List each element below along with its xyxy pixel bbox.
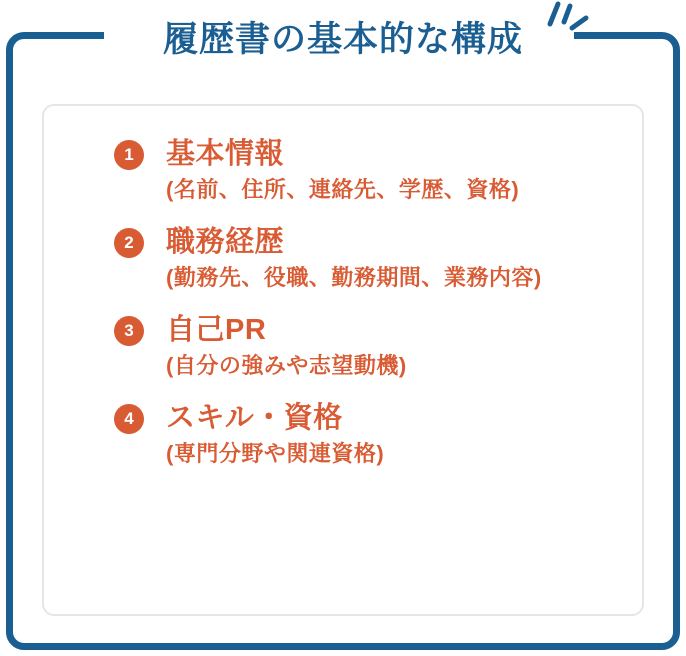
- list-item-number: 1: [114, 140, 144, 170]
- list-item: [114, 136, 624, 208]
- list-item-subtitle: (名前、住所、連絡先、学歴、資格): [166, 177, 520, 202]
- sparkle-icon: [536, 0, 590, 40]
- list-item-title: 職務経歴: [166, 226, 285, 258]
- list-item-title: 基本情報: [166, 138, 285, 170]
- list-item-subtitle: (自分の強みや志望動機): [166, 353, 407, 378]
- list-item-title: スキル・資格: [166, 402, 343, 434]
- list-item-number: 3: [114, 316, 144, 346]
- structure-list: [114, 136, 624, 472]
- page-title: 履歴書の基本的な構成: [162, 20, 523, 59]
- list-item: [114, 400, 624, 472]
- list-item-number: 2: [114, 228, 144, 258]
- list-item-title: 自己PR: [166, 314, 267, 346]
- list-item: [114, 312, 624, 384]
- list-item-subtitle: (勤務先、役職、勤務期間、業務内容): [166, 265, 542, 290]
- list-item: [114, 224, 624, 296]
- list-item-number: 4: [114, 404, 144, 434]
- content-panel: [42, 104, 644, 616]
- list-item-subtitle: (専門分野や関連資格): [166, 441, 385, 466]
